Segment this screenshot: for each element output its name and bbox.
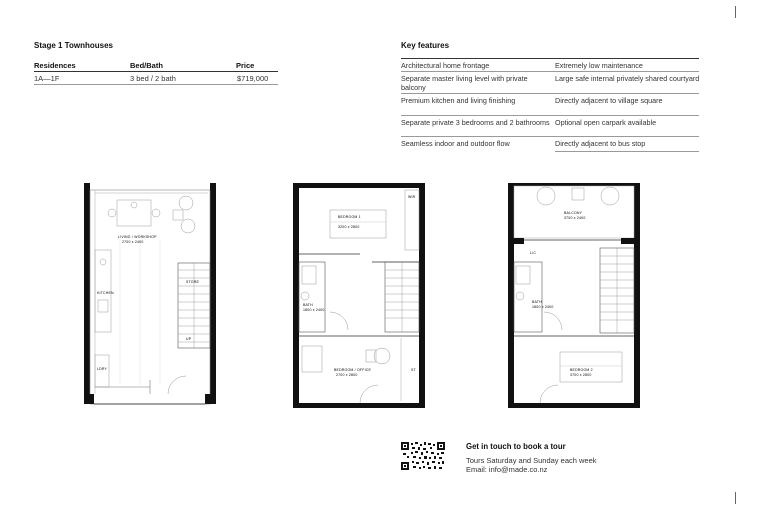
cell-residences: 1A—1F bbox=[34, 74, 60, 83]
label-bedroom2: BEDROOM 2 bbox=[570, 368, 593, 372]
cta-title: Get in touch to book a tour bbox=[466, 442, 566, 451]
label-up: UP bbox=[186, 337, 192, 341]
label-living-dim: 2700 x 2400 bbox=[122, 240, 144, 244]
features-title: Key features bbox=[401, 41, 450, 50]
cta-tours: Tours Saturday and Sunday each week bbox=[466, 456, 597, 465]
feature-right-5: Directly adjacent to bus stop bbox=[555, 139, 646, 148]
feature-right-3: Directly adjacent to village square bbox=[555, 96, 663, 105]
label-bath-mid-dim: 1800 x 2400 bbox=[303, 308, 325, 312]
cta-email[interactable]: Email: info@made.co.nz bbox=[466, 465, 548, 474]
label-balcony-dim: 3700 x 2400 bbox=[564, 216, 586, 220]
feature-left-1: Architectural home frontage bbox=[401, 61, 490, 70]
label-bedroom1: BEDROOM 1 bbox=[338, 215, 361, 219]
label-wir: WIR bbox=[408, 195, 416, 199]
feature-right-4: Optional open carpark available bbox=[555, 118, 657, 127]
header-bed-bath: Bed/Bath bbox=[130, 61, 163, 70]
label-lc: L/C bbox=[530, 251, 537, 255]
label-living: LIVING / WORKSHOP bbox=[118, 235, 157, 239]
label-bedroom1-dim: 3200 x 2800 bbox=[338, 225, 360, 229]
label-bedroom-office-dim: 2700 x 2800 bbox=[336, 373, 358, 377]
feature-left-4: Separate private 3 bedrooms and 2 bathrooms bbox=[401, 118, 550, 127]
label-bedroom2-dim: 3700 x 2800 bbox=[570, 373, 592, 377]
cell-price: $719,000 bbox=[237, 74, 269, 83]
qr-code-icon[interactable] bbox=[401, 442, 445, 470]
label-bedroom-office: BEDROOM / OFFICE bbox=[334, 368, 372, 372]
feature-right-1: Extremely low maintenance bbox=[555, 61, 643, 70]
cell-bed-bath: 3 bed / 2 bath bbox=[130, 74, 176, 83]
label-st: ST bbox=[411, 368, 416, 372]
feature-left-2: Separate master living level with private balcony bbox=[401, 74, 528, 92]
header-residences: Residences bbox=[34, 61, 76, 70]
crop-mark-bottom-right bbox=[735, 492, 736, 504]
label-bath-top: BATH bbox=[532, 300, 542, 304]
stage-title: Stage 1 Townhouses bbox=[34, 41, 113, 50]
label-kitchen: KITCHEN bbox=[97, 291, 114, 295]
feature-left-3: Premium kitchen and living finishing bbox=[401, 96, 516, 105]
label-store: STORE bbox=[186, 280, 199, 284]
label-laundry: LDRY bbox=[97, 367, 108, 371]
feature-left-5: Seamless indoor and outdoor flow bbox=[401, 139, 510, 148]
label-bath-top-dim: 1800 x 2400 bbox=[532, 305, 554, 309]
header-price: Price bbox=[236, 61, 255, 70]
label-bath-mid: BATH bbox=[303, 303, 313, 307]
label-balcony: BALCONY bbox=[564, 211, 583, 215]
feature-right-2: Large safe internal privately shared courtyard bbox=[555, 74, 700, 83]
